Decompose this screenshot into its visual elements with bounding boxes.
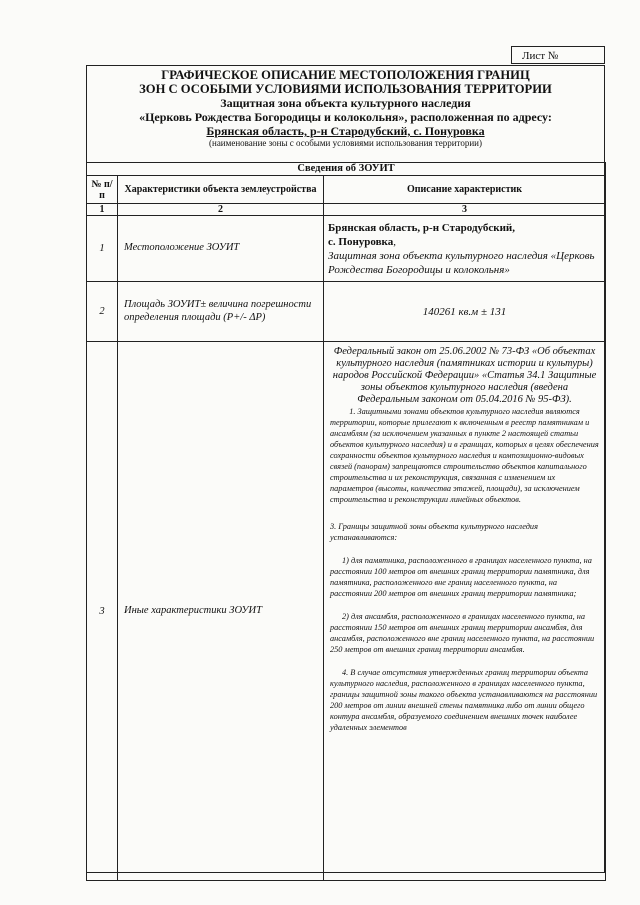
table-title-row — [87, 163, 606, 176]
paragraph-3: 3. Границы защитной зоны объекта культурного наследия устанавливаются: — [330, 522, 538, 542]
row-number: 3 — [87, 342, 118, 881]
title-line-1: ГРАФИЧЕСКОЕ ОПИСАНИЕ МЕСТОПОЛОЖЕНИЯ ГРАНИЦ — [161, 68, 530, 82]
col-number-1: 1 — [87, 204, 118, 216]
col-number-3: 3 — [324, 204, 606, 216]
paragraph-3-item-2: 2) для ансамбля, расположенного в границах населенного пункта, на расстоянии 150 метров от внешних границ территории ансамбля, для ансамбля, расположенного вне границ населенного пункта, на расстоянии 250 метров от внешних границ территории ансамбля. — [330, 612, 595, 654]
column-number-row — [87, 204, 606, 216]
col-header-description: Описание характеристик — [324, 176, 606, 204]
subtitle-line-1: Защитная зона объекта культурного наследия — [220, 96, 471, 110]
sheet-number-box: Лист № — [511, 46, 605, 64]
paragraph-4: 4. В случае отсутствия утвержденных границ территории объекта культурного наследия, расположенного в границах населенного пункта, границы защитной зоны такого объекта устанавливаются на расстоянии 200 метров от линии внешней стены памятника либо от линии общего контура ансамбля, образуемого соединением внешних точек наиболее удаленных элементов — [330, 668, 598, 732]
section-title: Сведения об ЗОУИТ — [87, 163, 606, 176]
area-value: 140261 кв.м ± 131 — [324, 282, 606, 342]
zone-info-table — [86, 162, 606, 881]
table-row — [87, 282, 606, 342]
table-row — [87, 216, 606, 282]
address-line: Брянская область, р-н Стародубский, с. Понуровка — [206, 124, 485, 138]
title-line-2: ЗОН С ОСОБЫМИ УСЛОВИЯМИ ИСПОЛЬЗОВАНИЯ ТЕРРИТОРИИ — [139, 82, 552, 96]
paragraph-3-item-1: 1) для памятника, расположенного в границах населенного пункта, на расстоянии 100 метров от внешних границ территории памятника, для памятника, расположенного вне границ населенного пункта, на расстоянии 200 метров от внешних границ территории памятника; — [330, 556, 592, 598]
row-characteristic: Площадь ЗОУИТ± величина погрешности определения площади (Р+/- ΔР) — [118, 282, 324, 342]
location-description — [324, 216, 606, 282]
zone-name-note: (наименование зоны с особыми условиями использования территории) — [209, 138, 482, 148]
location-zone-name: Защитная зона объекта культурного наследия «Церковь Рождества Богородицы и колокольня» — [328, 249, 595, 276]
table-header-row — [87, 176, 606, 204]
federal-law-reference: Федеральный закон от 25.06.2002 № 73-ФЗ «Об объектах культурного наследия (памятниках истории и культуры) народов Российской Федерации» «Статья 34.1 Защитные зоны объектов культурного наследия (введена Федеральным законом от 05.04.2016 № 95-ФЗ). — [332, 346, 597, 405]
row-characteristic: Местоположение ЗОУИТ — [118, 216, 324, 282]
other-characteristics-description — [324, 342, 606, 881]
location-village: с. Понуровка — [328, 235, 394, 248]
col-header-number: № п/п — [87, 176, 118, 204]
location-region: Брянская область, р-н Стародубский, — [328, 221, 516, 234]
table-row — [87, 342, 606, 881]
paragraph-1-body: территории, которые прилегают к включенным в реестр памятникам и ансамблям (за исключением указанных в пункте 2 настоящей статьи объектов культурного наследия) и в границах, которых в целях обеспечения сохранности объектов культурного наследия и композиционно-видовых связей (панорам) запрещаются строительство объектов капитального строительства и их реконструкция, связанная с изменением их параметров (высоты, количества этажей, площади), за исключением строительства и реконструкции линейных объектов. — [330, 418, 599, 504]
document-header — [86, 68, 605, 149]
location-comma: , — [393, 235, 396, 248]
subtitle-line-2: «Церковь Рождества Богородицы и колокольня», расположенная по адресу: — [139, 110, 552, 124]
paragraph-1-heading: 1. Защитными зонами объектов культурного наследия являются — [349, 407, 580, 416]
row-characteristic: Иные характеристики ЗОУИТ — [118, 342, 324, 881]
row-number: 1 — [87, 216, 118, 282]
row-number: 2 — [87, 282, 118, 342]
col-header-characteristics: Характеристики объекта землеустройства — [118, 176, 324, 204]
col-number-2: 2 — [118, 204, 324, 216]
